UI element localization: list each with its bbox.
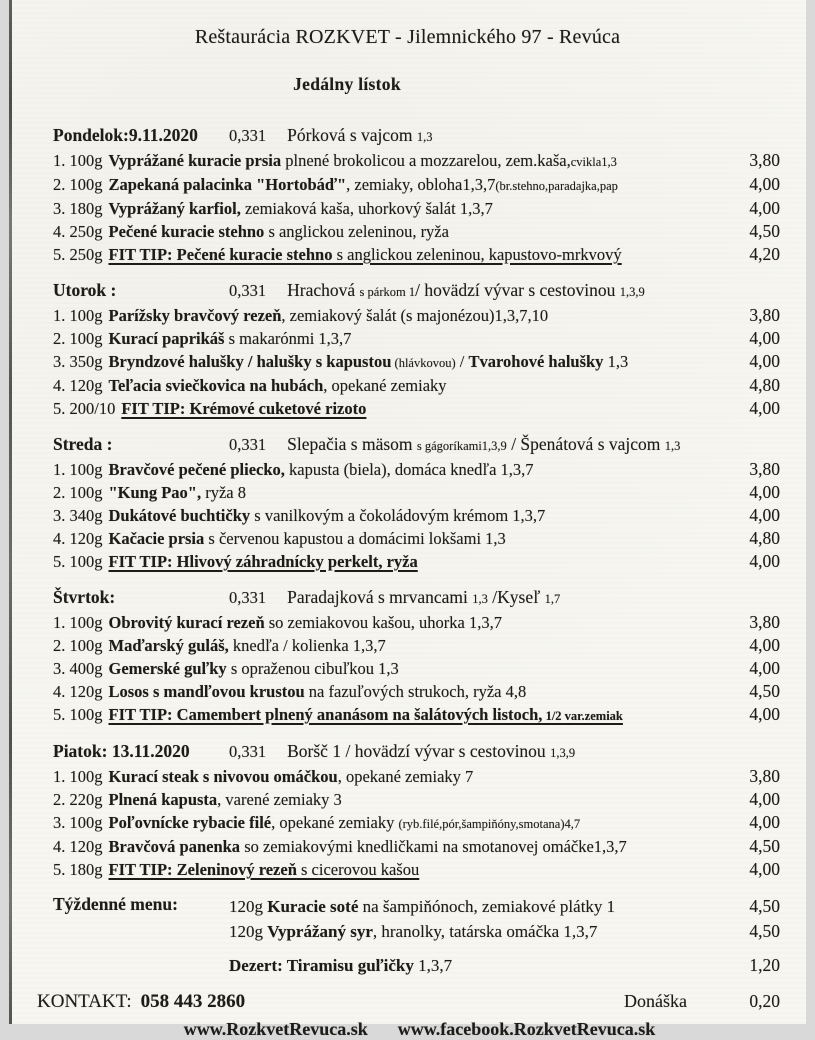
text-segment: s opraženou cibuľkou 1,3 xyxy=(226,659,399,678)
item-prefix: 1. 100g xyxy=(53,306,103,325)
text-segment: s cicerovou kašou xyxy=(296,860,420,879)
text-segment: knedľa / kolienka 1,3,7 xyxy=(228,636,386,655)
day-name: Pondelok:9.11.2020 xyxy=(53,125,198,145)
text-segment: so zemiakovými knedličkami na smotanovej omáčke1,3,7 xyxy=(240,837,627,856)
menu-item-row xyxy=(53,149,780,173)
text-segment: Dukátové buchtičky xyxy=(108,506,251,525)
item-prefix: 3. 100g xyxy=(53,813,103,832)
weekly-row-price: 1,20 xyxy=(749,955,780,975)
text-segment: (ryb.filé,pór,šampiňóny,smotana)4,7 xyxy=(398,817,581,831)
text-segment: Bravčové pečené pliecko, xyxy=(108,460,285,479)
item-prefix: 5. 180g xyxy=(53,860,103,879)
item-price: 4,00 xyxy=(749,482,780,502)
item-text xyxy=(53,459,730,481)
item-text xyxy=(53,482,730,504)
text-segment: Bryndzové halušky / halušky s kapustou xyxy=(108,352,392,371)
weekly-menu-section xyxy=(53,894,780,978)
item-price: 4,00 xyxy=(749,551,780,571)
text-segment: s anglickou zeleninou, ryža xyxy=(264,222,449,241)
menu-item-row xyxy=(53,374,780,397)
website-links xyxy=(21,1019,815,1040)
text-segment: Tvarohové halušky xyxy=(468,352,604,371)
item-text xyxy=(53,658,730,680)
menu-item-row xyxy=(53,458,780,481)
text-segment: 1,3,9 xyxy=(550,746,576,760)
menu-item-row xyxy=(53,220,780,243)
text-segment: / xyxy=(455,352,469,371)
text-segment: Plnená kapusta xyxy=(108,790,218,809)
item-prefix: 1. 100g xyxy=(53,460,103,479)
text-segment: 1,3,7 xyxy=(413,956,453,975)
text-segment: Kurací steak s nivovou omáčkou xyxy=(108,767,338,786)
item-prefix: 3. 340g xyxy=(53,506,103,525)
item-text xyxy=(53,198,730,220)
text-segment: 1,3,9 xyxy=(619,285,645,299)
day-name: Utorok : xyxy=(53,280,117,300)
item-text xyxy=(53,789,730,811)
item-text xyxy=(53,836,730,858)
soup-name xyxy=(287,124,432,149)
text-segment: Vyprážané kuracie prsia xyxy=(108,151,282,170)
weekly-row xyxy=(229,894,780,919)
text-segment: , opekané zemiaky xyxy=(323,376,447,395)
text-segment: FIT TIP: Pečené kuracie stehno xyxy=(108,245,333,264)
text-segment: Vyprážaný syr xyxy=(267,922,373,941)
text-segment: , zemiakový šalát (s majonézou)1,3,7,10 xyxy=(281,306,549,325)
facebook-url: www.facebook.RozkvetRevuca.sk xyxy=(397,1019,656,1039)
item-price: 3,80 xyxy=(749,305,780,325)
item-prefix: 3. 400g xyxy=(53,659,103,678)
item-text xyxy=(53,375,730,397)
text-segment: kapusta (biela), domáca knedľa 1,3,7 xyxy=(284,460,534,479)
item-price: 4,00 xyxy=(749,789,780,809)
text-segment: FIT TIP: Zeleninový rezeň xyxy=(108,860,297,879)
menu-item-row xyxy=(53,243,780,266)
item-prefix: 1. 100g xyxy=(53,151,103,170)
item-price: 3,80 xyxy=(749,612,780,632)
day-section xyxy=(53,279,780,420)
item-prefix: 2. 100g xyxy=(53,329,103,348)
item-text xyxy=(53,812,730,835)
item-prefix: 1. 100g xyxy=(53,613,103,632)
menu-item-row xyxy=(53,550,780,573)
day-name: Streda : xyxy=(53,434,113,454)
item-text xyxy=(53,328,730,350)
text-segment: "Kung Pao", xyxy=(108,483,202,502)
item-text xyxy=(53,351,730,374)
item-text xyxy=(53,398,730,420)
text-segment: FIT TIP: Camembert plnený ananásom na šalátových listoch, xyxy=(108,705,543,724)
text-segment: , zemiaky, obloha1,3,7 xyxy=(346,175,496,194)
item-prefix: 5. 100g xyxy=(53,552,103,571)
item-price: 4,00 xyxy=(749,174,780,194)
text-segment: , opekané zemiaky 7 xyxy=(337,767,474,786)
text-segment: cvikla1,3 xyxy=(570,155,617,169)
soup-name xyxy=(287,740,575,765)
text-segment: Paradajková s mrvancami xyxy=(287,587,473,607)
text-segment: s gágoríkami1,3,9 xyxy=(416,439,507,453)
text-segment: Pečené kuracie stehno xyxy=(108,222,265,241)
text-segment: , hranolky, tatárska omáčka 1,3,7 xyxy=(372,922,598,941)
text-segment: s makarónmi 1,3,7 xyxy=(224,329,352,348)
item-price: 4,80 xyxy=(749,375,780,395)
text-segment: , opekané zemiaky xyxy=(271,813,399,832)
menu-item-row xyxy=(53,327,780,350)
soup-volume: 0,331 xyxy=(229,435,267,454)
text-segment: s párkom 1 xyxy=(359,285,416,299)
menu-item-row xyxy=(53,657,780,680)
soup-name xyxy=(287,433,680,458)
item-price: 3,80 xyxy=(749,150,780,170)
item-text xyxy=(53,551,730,573)
item-price: 4,00 xyxy=(749,704,780,724)
item-price: 3,80 xyxy=(749,766,780,786)
text-segment: (hlávkovou) xyxy=(391,356,456,370)
item-prefix: 4. 120g xyxy=(53,682,103,701)
text-segment: Parížsky bravčový rezeň xyxy=(108,306,282,325)
soup-volume: 0,331 xyxy=(229,588,267,607)
menu-title: Jedálny lístok xyxy=(293,74,401,94)
item-prefix: 5. 200/10 xyxy=(53,399,116,418)
item-prefix: 4. 120g xyxy=(53,376,103,395)
text-segment: na šampiňónoch, zemiakové plátky 1 xyxy=(358,897,616,916)
text-segment: Kurací paprikáš xyxy=(108,329,225,348)
item-price: 4,00 xyxy=(749,351,780,371)
menu-item-row xyxy=(53,835,780,858)
menu-item-row xyxy=(53,788,780,811)
weekly-row-price: 4,50 xyxy=(749,921,780,941)
item-prefix: 3. 180g xyxy=(53,199,103,218)
text-segment: / hovädzí vývar s cestovinou xyxy=(415,280,620,300)
day-section xyxy=(53,586,780,727)
item-prefix: 2. 220g xyxy=(53,790,103,809)
delivery-label: Donáška xyxy=(624,991,687,1011)
menu-item-row xyxy=(53,481,780,504)
menu-item-row xyxy=(53,197,780,220)
item-price: 4,00 xyxy=(749,198,780,218)
text-segment: s vanilkovým a čokoládovým krémom 1,3,7 xyxy=(250,506,546,525)
item-text xyxy=(53,612,730,634)
menu-item-row xyxy=(53,703,780,727)
item-prefix: 2. 100g xyxy=(53,175,103,194)
item-text xyxy=(53,528,730,550)
text-segment: /Kyseľ xyxy=(487,587,545,607)
soup-name xyxy=(287,279,645,304)
item-text xyxy=(53,221,730,243)
text-segment: Zapekaná palacinka "Hortobáď" xyxy=(108,175,347,194)
text-segment: Maďarský guláš, xyxy=(108,636,229,655)
menu-item-row xyxy=(53,634,780,657)
text-segment: ryža 8 xyxy=(201,483,246,502)
weekly-row-text xyxy=(229,895,730,919)
restaurant-title: Reštaurácia ROZKVET - Jilemnického 97 - Revúca xyxy=(194,26,621,48)
text-segment: Kačacie prsia xyxy=(108,529,205,548)
item-text xyxy=(53,859,730,881)
text-segment: 1/2 var.zemiak xyxy=(542,709,623,723)
text-segment: FIT TIP: Hlivový záhradnícky perkelt, ryža xyxy=(108,552,418,571)
day-name: Štvrtok: xyxy=(53,587,116,607)
menu-days xyxy=(53,124,780,881)
text-segment: Obrovitý kurací rezeň xyxy=(108,613,265,632)
item-price: 4,00 xyxy=(749,635,780,655)
day-header xyxy=(53,586,780,611)
menu-item-row xyxy=(53,527,780,550)
item-text xyxy=(53,174,730,197)
menu-item-row xyxy=(53,504,780,527)
menu-item-row xyxy=(53,304,780,327)
day-section xyxy=(53,124,780,266)
contact-line xyxy=(37,991,780,1013)
weekly-menu-label: Týždenné menu: xyxy=(53,894,178,914)
menu-item-row xyxy=(53,680,780,703)
item-text xyxy=(53,635,730,657)
scanned-menu-page xyxy=(9,0,806,1039)
day-header xyxy=(53,433,780,458)
text-segment: / Špenátová s vajcom xyxy=(506,434,665,454)
day-section xyxy=(53,740,780,881)
item-price: 4,50 xyxy=(749,221,780,241)
menu-item-row xyxy=(53,765,780,788)
weekly-row-price: 4,50 xyxy=(749,896,780,916)
day-header xyxy=(53,279,780,304)
menu-item-row xyxy=(53,811,780,835)
weekly-row-text xyxy=(229,954,730,978)
day-section xyxy=(53,433,780,573)
menu-item-row xyxy=(53,397,780,420)
item-prefix: 4. 250g xyxy=(53,222,103,241)
text-segment: so zemiakovou kašou, uhorka 1,3,7 xyxy=(264,613,502,632)
item-text xyxy=(53,150,730,173)
item-price: 4,00 xyxy=(749,398,780,418)
day-name: Piatok: 13.11.2020 xyxy=(53,741,190,761)
soup-volume: 0,331 xyxy=(229,281,267,300)
day-header xyxy=(53,124,780,149)
item-price: 4,00 xyxy=(749,328,780,348)
item-price: 4,50 xyxy=(749,836,780,856)
text-segment: Bravčová panenka xyxy=(108,837,241,856)
contact-label: KONTAKT: xyxy=(37,991,132,1012)
item-price: 4,00 xyxy=(749,859,780,879)
weekly-row xyxy=(229,953,780,978)
item-price: 4,20 xyxy=(749,244,780,264)
text-segment: Boršč 1 / hovädzí vývar s cestovinou xyxy=(287,741,551,761)
item-prefix: 4. 120g xyxy=(53,529,103,548)
item-text xyxy=(53,681,730,703)
item-text xyxy=(53,704,730,727)
contact-phone: 058 443 2860 xyxy=(140,991,246,1012)
item-prefix: 4. 120g xyxy=(53,837,103,856)
item-text xyxy=(53,305,730,327)
text-segment: Dezert: Tiramisu guľičky xyxy=(229,956,414,975)
soup-volume: 0,331 xyxy=(229,126,267,145)
text-segment: Pórková s vajcom xyxy=(287,125,417,145)
delivery-price: 0,20 xyxy=(749,991,780,1011)
text-segment: 120g xyxy=(229,897,268,916)
text-segment: , varené zemiaky 3 xyxy=(217,790,342,809)
text-segment: Slepačia s mäsom xyxy=(287,434,417,454)
day-header xyxy=(53,740,780,765)
item-prefix: 5. 250g xyxy=(53,245,103,264)
item-text xyxy=(53,766,730,788)
text-segment: 120g xyxy=(229,922,268,941)
item-price: 4,00 xyxy=(749,505,780,525)
text-segment: na fazuľových strukoch, ryža 4,8 xyxy=(304,682,527,701)
item-price: 4,80 xyxy=(749,528,780,548)
text-segment: Kuracie soté xyxy=(267,897,359,916)
text-segment: Vyprážaný karfiol, xyxy=(108,199,241,218)
text-segment: Poľovnícke rybacie filé xyxy=(108,813,272,832)
text-segment: zemiaková kaša, uhorkový šalát 1,3,7 xyxy=(240,199,493,218)
text-segment: 1,3 xyxy=(664,439,681,453)
weekly-row-text xyxy=(229,920,730,944)
menu-item-row xyxy=(53,350,780,374)
menu-item-row xyxy=(53,173,780,197)
soup-volume: 0,331 xyxy=(229,742,267,761)
text-segment: 1,7 xyxy=(544,592,561,606)
menu-item-row xyxy=(53,858,780,881)
text-segment: 1,3 xyxy=(472,592,488,606)
text-segment: Teľacia sviečkovica na hubách xyxy=(108,376,324,395)
item-price: 4,50 xyxy=(749,681,780,701)
text-segment: Losos s mandľovou krustou xyxy=(108,682,305,701)
text-segment: 1,3 xyxy=(416,130,433,144)
text-segment: plnené brokolicou a mozzarelou, zem.kaša, xyxy=(281,151,571,170)
text-segment: s anglickou zeleninou, kapustovo-mrkvový xyxy=(332,245,622,264)
item-price: 3,80 xyxy=(749,459,780,479)
item-text xyxy=(53,505,730,527)
text-segment: Gemerské guľky xyxy=(108,659,227,678)
item-prefix: 2. 100g xyxy=(53,483,103,502)
weekly-menu-rows xyxy=(229,894,780,978)
weekly-row xyxy=(229,919,780,944)
item-price: 4,00 xyxy=(749,812,780,832)
item-price: 4,00 xyxy=(749,658,780,678)
item-prefix: 2. 100g xyxy=(53,636,103,655)
scan-edge-artifact xyxy=(9,0,12,1024)
website-url: www.RozkvetRevuca.sk xyxy=(183,1019,368,1039)
item-prefix: 1. 100g xyxy=(53,767,103,786)
text-segment: (br.stehno,paradajka,pap xyxy=(495,179,618,193)
menu-item-row xyxy=(53,611,780,634)
text-segment: Hrachová xyxy=(287,280,360,300)
text-segment: s červenou kapustou a domácimi lokšami 1,3 xyxy=(204,529,506,548)
item-prefix: 5. 100g xyxy=(53,705,103,724)
text-segment: FIT TIP: Krémové cuketové rizoto xyxy=(121,399,367,418)
item-text xyxy=(53,244,730,266)
text-segment: 1,3 xyxy=(603,352,629,371)
soup-name xyxy=(287,586,560,611)
menu-content xyxy=(9,95,806,978)
item-prefix: 3. 350g xyxy=(53,352,103,371)
